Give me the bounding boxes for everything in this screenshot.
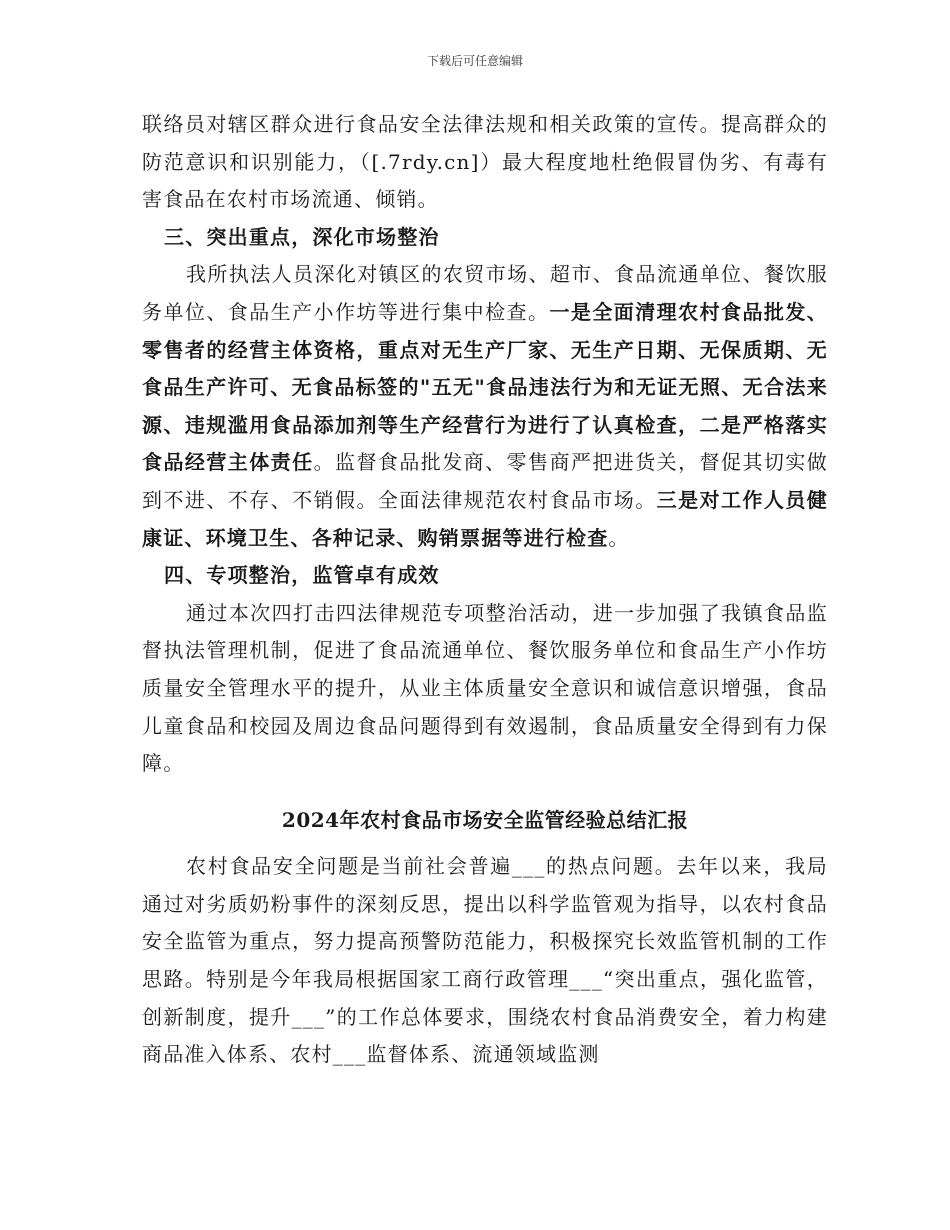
bold-emphasis-2: 三是对工作人员健康证、环境卫生、各种记录、购销票据等进行检查 xyxy=(142,487,828,550)
paragraph-outreach: 联络员对辖区群众进行食品安全法律法规和相关政策的宣传。提高群众的防范意识和识别能力，（[.7rdy.cn]）最大程度地杜绝假冒伪劣、有毒有害食品在农村市场流通、倾销。 xyxy=(142,112,828,212)
heading-section-4: 四、专项整治，监管卓有成效 xyxy=(164,563,440,588)
bold-emphasis-1: 一是全面清理农村食品批发、零售者的经营主体资格，重点对无生产厂家、无生产日期、无保质期、无食品生产许可、无食品标签的"五无"食品违法行为和无证无照、无合法来源、违规滥用食品添加剂等生产经营行为进行了认真检查，二是严格落实食品经营主体责任 xyxy=(142,299,828,475)
document-title: 2024年农村食品市场安全监管经验总结汇报 xyxy=(281,807,689,832)
paragraph-report-intro: 农村食品安全问题是当前社会普遍___的热点问题。去年以来，我局通过对劣质奶粉事件的深刻反思，提出以科学监管观为指导，以农村食品安全监管为重点，努力提高预警防范能力，积极探究长效监管机制的工作思路。特别是今年我局根据国家工商行政管理___“突出重点，强化监管，创新制度，提升___”的工作总体要求，围绕农村食品消费安全，着力构建商品准入体系、农村___监督体系、流通领域监测 xyxy=(142,854,828,1067)
paragraph-text: 我所执法人员深化对镇区的农贸市场、超市、食品流通单位、餐饮服务单位、食品生产小作坊等进行集中检查。 xyxy=(142,262,828,324)
paragraph-special-campaign: 通过本次四打击四法律规范专项整治活动，进一步加强了我镇食品监督执法管理机制，促进了食品流通单位、餐饮服务单位和食品生产小作坊质量安全管理水平的提升，从业主体质量安全意识和诚信意识增强，食品儿童食品和校园及周边食品问题得到有效遏制，食品质量安全得到有力保障。 xyxy=(142,600,828,776)
page-header: 下载后可任意编辑 xyxy=(426,54,523,68)
paragraph-text: 。 xyxy=(608,525,630,550)
paragraph-market-rectification xyxy=(142,256,828,557)
document-body xyxy=(142,106,828,1074)
paragraph-text: 。监督食品批发商、零售商严把进货关，督促其切实做到不进、不存、不销假。全面法律规范农村食品市场。 xyxy=(142,450,828,512)
heading-section-3: 三、突出重点，深化市场整治 xyxy=(164,224,440,249)
